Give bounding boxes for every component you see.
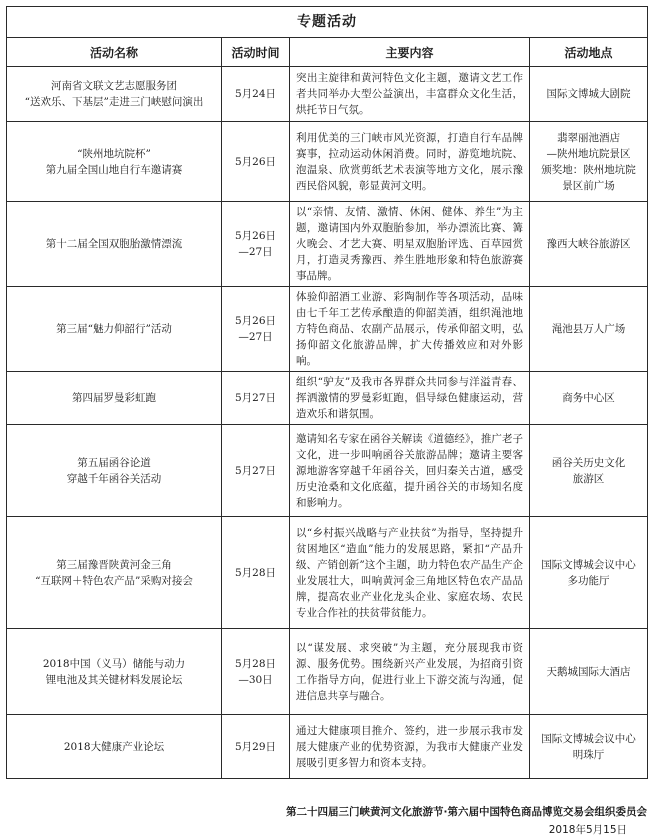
activity-time-line: 5月26日: [234, 155, 277, 168]
activity-time-line: 5月27日: [234, 464, 277, 477]
activity-place-line: 颁奖地：陕州地坑院: [541, 163, 636, 176]
activity-time-line: 5月28日: [234, 566, 277, 579]
activity-time-line: 5月29日: [234, 740, 277, 753]
activity-place: [530, 122, 648, 202]
activity-place-line: 天鹅城国际大酒店: [546, 665, 631, 678]
activities-sheet: [6, 6, 647, 779]
activity-place-line: 景区前广场: [562, 179, 615, 192]
activity-name-line: 第十二届全国双胞胎激情漂流: [45, 238, 183, 250]
table-row: [7, 287, 648, 372]
activity-place: [530, 372, 648, 425]
activity-time: [222, 202, 290, 287]
activity-name-line: 第四届罗曼彩虹跑: [72, 392, 156, 404]
activity-name: [7, 629, 222, 715]
activity-place-line: 豫西大峡谷旅游区: [546, 238, 631, 250]
activity-name-line: “互联网＋特色农产品”采购对接会: [35, 574, 193, 587]
activity-content: 体验仰韶酒工业游、彩陶制作等各项活动，品味由七千年工艺传承酿造的仰韶美酒，组织渑池地方特色商品、农副产品展示，传承仰韶文明，弘扬仰韶文化旅游品牌，扩大传播效应和对外影响。: [290, 287, 530, 372]
table-row: [7, 629, 648, 715]
table-row: [7, 67, 648, 122]
activity-content: 以“乡村振兴战略与产业扶贫”为指导，坚持提升贫困地区“造血”能力的发展思路，紧扣“产品升级、产销创新”这个主题，助力特色农产品生产企业发展壮大，叫响黄河金三角地区特色农产品品牌，提高农业产业化龙头企业、家庭农场、农民专业合作社的扶贫带贫能力。: [290, 517, 530, 629]
activity-name-line: 第三届豫晋陕黄河金三角: [56, 558, 172, 571]
header-row: [7, 38, 648, 67]
activity-place-line: 国际文博城会议中心: [541, 558, 636, 571]
activity-name-line: “送欢乐、下基层”走进三门峡慰问演出: [24, 96, 204, 108]
issue-date: 2018年5月15日: [548, 824, 627, 836]
activity-content: 利用优美的三门峡市风光资源，打造自行车品牌赛事，拉动运动休闲消费。同时，游览地坑院、泡温泉、欣赏剪纸艺术表演等地方文化，展示豫西民俗风貌，彰显黄河文明。: [290, 122, 530, 202]
activity-content: 邀请知名专家在函谷关解读《道德经》，推广老子文化，进一步叫响函谷关旅游品牌；邀请主要客源地游客穿越千年函谷关，回归秦关古道，感受历史沧桑和文化底蕴，提升函谷关的市场知名度和影响力。: [290, 425, 530, 517]
activity-name-line: 第三届“魅力仰韶行”活动: [56, 323, 172, 335]
table-row: [7, 425, 648, 517]
header-place: 活动地点: [530, 38, 648, 67]
activity-time-line: 5月28日: [234, 657, 277, 670]
activity-place: [530, 202, 648, 287]
activity-name: [7, 517, 222, 629]
activity-name-line: 2018大健康产业论坛: [63, 740, 165, 753]
activity-name-line: 2018中国（义马）储能与动力: [42, 657, 186, 670]
header-content: 主要内容: [290, 38, 530, 67]
activity-content: 通过大健康项目推介、签约，进一步展示我市发展大健康产业的优势资源，为我市大健康产业发展吸引更多智力和资本支持。: [290, 715, 530, 779]
activity-place: [530, 629, 648, 715]
activity-time: [222, 425, 290, 517]
activity-time-line: —30日: [238, 673, 273, 686]
activity-content: 以“亲情、友情、激情、休闲、健体、养生”为主题，邀请国内外双胞胎参加，举办漂流比赛、篝火晚会、才艺大赛、明星双胞胎评选、百草园赏月，打造灵秀豫西、养生胜地形象和特色旅游赛事品牌。: [290, 202, 530, 287]
activity-name: [7, 122, 222, 202]
activity-time-line: —27日: [238, 246, 273, 258]
activity-time: [222, 67, 290, 122]
activity-name-line: 第五届函谷论道: [77, 456, 151, 469]
activity-place-line: 多功能厅: [567, 574, 610, 587]
table-row: [7, 715, 648, 779]
activity-name-line: 锂电池及其关键材料发展论坛: [45, 673, 183, 686]
activity-name: [7, 425, 222, 517]
activity-time: [222, 629, 290, 715]
activity-content: 组织“驴友”及我市各界群众共同参与洋溢青春、挥洒激情的罗曼彩虹跑，倡导绿色健康运动，营造欢乐和谐氛围。: [290, 372, 530, 425]
table-row: [7, 372, 648, 425]
activity-place: [530, 517, 648, 629]
activity-place-line: 渑池县万人广场: [551, 323, 626, 335]
activity-name: [7, 715, 222, 779]
activity-place-line: 商务中心区: [562, 392, 615, 404]
activity-place-line: 国际文博城会议中心: [541, 732, 636, 745]
table-title: 专题活动: [7, 7, 648, 38]
activity-place-line: 旅游区: [572, 472, 605, 485]
activity-time-line: 5月24日: [234, 88, 277, 100]
activity-place: [530, 67, 648, 122]
activity-name-line: 河南省文联文艺志愿服务团: [51, 80, 177, 92]
activity-content: 突出主旋律和黄河特色文化主题，邀请文艺工作者共同举办大型公益演出，丰富群众文化生活，烘托节日气氛。: [290, 67, 530, 122]
activity-place: [530, 715, 648, 779]
title-row: [7, 7, 648, 38]
activity-name-line: “陕州地坑院杯”: [77, 147, 151, 160]
activity-place-line: 翡翠丽池酒店: [557, 131, 620, 144]
activity-time-line: —27日: [238, 331, 273, 343]
activity-place: [530, 425, 648, 517]
table-row: [7, 202, 648, 287]
activity-name: [7, 372, 222, 425]
table-row: [7, 122, 648, 202]
activity-name-line: 第九届全国山地自行车邀请赛: [45, 163, 183, 176]
activity-name: [7, 67, 222, 122]
header-name: 活动名称: [7, 38, 222, 67]
activity-time-line: 5月26日: [234, 315, 277, 327]
activity-place-line: 函谷关历史文化: [551, 456, 626, 469]
activity-content: 以“谋发展、求突破”为主题，充分展现我市资源、服务优势。围绕新兴产业发展，为招商引资工作指导方向，促进行业上下游交流与沟通，促进信息共享与融合。: [290, 629, 530, 715]
activity-time: [222, 287, 290, 372]
activity-place-line: 明珠厅: [572, 748, 605, 761]
activity-name: [7, 287, 222, 372]
activity-time: [222, 122, 290, 202]
table-row: [7, 517, 648, 629]
activity-name-line: 穿越千年函谷关活动: [66, 472, 162, 485]
activities-table: [6, 6, 648, 779]
activity-name: [7, 202, 222, 287]
organizer-signature: 第二十四届三门峡黄河文化旅游节·第六届中国特色商品博览交易会组织委员会: [286, 806, 647, 818]
activity-time: [222, 715, 290, 779]
activity-place-line: 国际文博城大剧院: [546, 88, 631, 100]
activity-time: [222, 372, 290, 425]
header-time: 活动时间: [222, 38, 290, 67]
activity-place: [530, 287, 648, 372]
activity-time-line: 5月26日: [234, 230, 277, 242]
activity-time: [222, 517, 290, 629]
activity-place-line: —陕州地坑院景区: [546, 147, 631, 160]
activity-time-line: 5月27日: [234, 392, 277, 404]
